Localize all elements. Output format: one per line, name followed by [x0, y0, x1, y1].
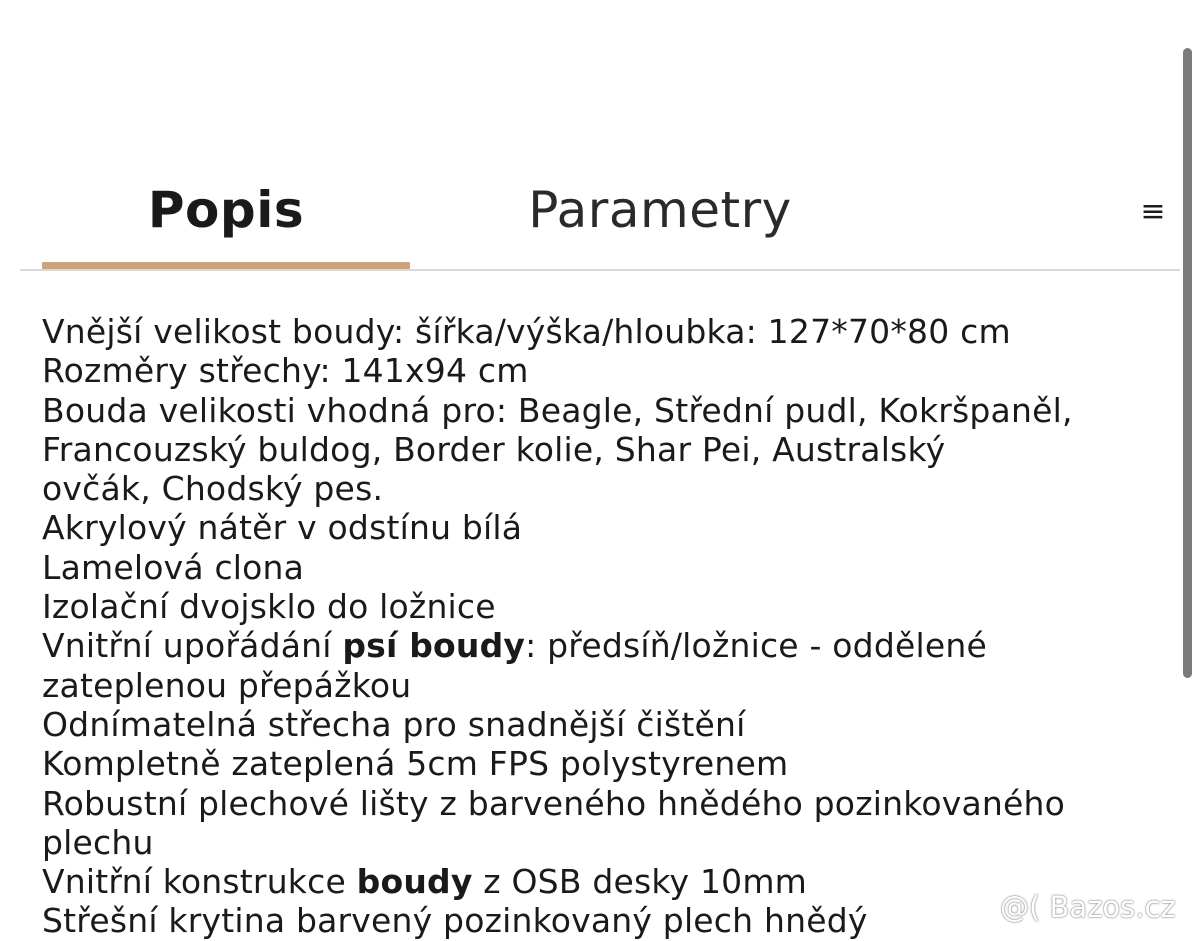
tab-bar [20, 150, 1180, 271]
tab-popis[interactable]: Popis [147, 180, 305, 239]
bold-text: boudy [356, 862, 473, 902]
description-line: Bouda velikosti vhodná pro: Beagle, Střední pudl, Kokršpaněl, [42, 390, 1073, 430]
tab-parametry[interactable]: Parametry [528, 180, 792, 239]
active-tab-indicator [42, 262, 410, 269]
description-line: Odnímatelná střecha pro snadnější čištění [42, 704, 746, 744]
description-line: Rozměry střechy: 141x94 cm [42, 351, 529, 391]
tab-bar-divider [20, 269, 1180, 271]
description-line: Akrylový nátěr v odstínu bílá [42, 508, 523, 548]
description-line: Izolační dvojsklo do ložnice [42, 587, 496, 627]
line-text: : předsíň/ložnice - oddělené [525, 626, 987, 666]
description-line: Francouzský buldog, Border kolie, Shar Pei, Australský [42, 429, 946, 469]
description-line [42, 862, 1142, 901]
description-line: zateplenou přepážkou [42, 665, 412, 705]
line-text: Vnitřní upořádání [42, 626, 343, 666]
line-text: z OSB desky 10mm [472, 862, 808, 902]
watermark-logo: @( Bazos.cz [1000, 890, 1176, 924]
description-line [42, 626, 1142, 665]
description-line: Střešní krytina barvený pozinkovaný plech hnědý [42, 901, 868, 941]
description-line: plechu [42, 822, 154, 862]
description-line: Kompletně zateplená 5cm FPS polystyrenem [42, 744, 789, 784]
line-text: Vnitřní konstrukce [42, 862, 357, 902]
scrollbar[interactable] [1183, 48, 1192, 678]
description-line: Vnější velikost boudy: šířka/výška/hloubka: 127*70*80 cm [42, 312, 1011, 351]
product-description [42, 312, 1142, 941]
bold-text: psí boudy [342, 626, 526, 666]
hamburger-menu-icon[interactable]: ≡ [1140, 193, 1166, 229]
description-line: ovčák, Chodský pes. [42, 469, 384, 509]
description-line: Lamelová clona [42, 547, 305, 587]
description-line: Robustní plechové lišty z barveného hnědého pozinkovaného [42, 783, 1065, 823]
